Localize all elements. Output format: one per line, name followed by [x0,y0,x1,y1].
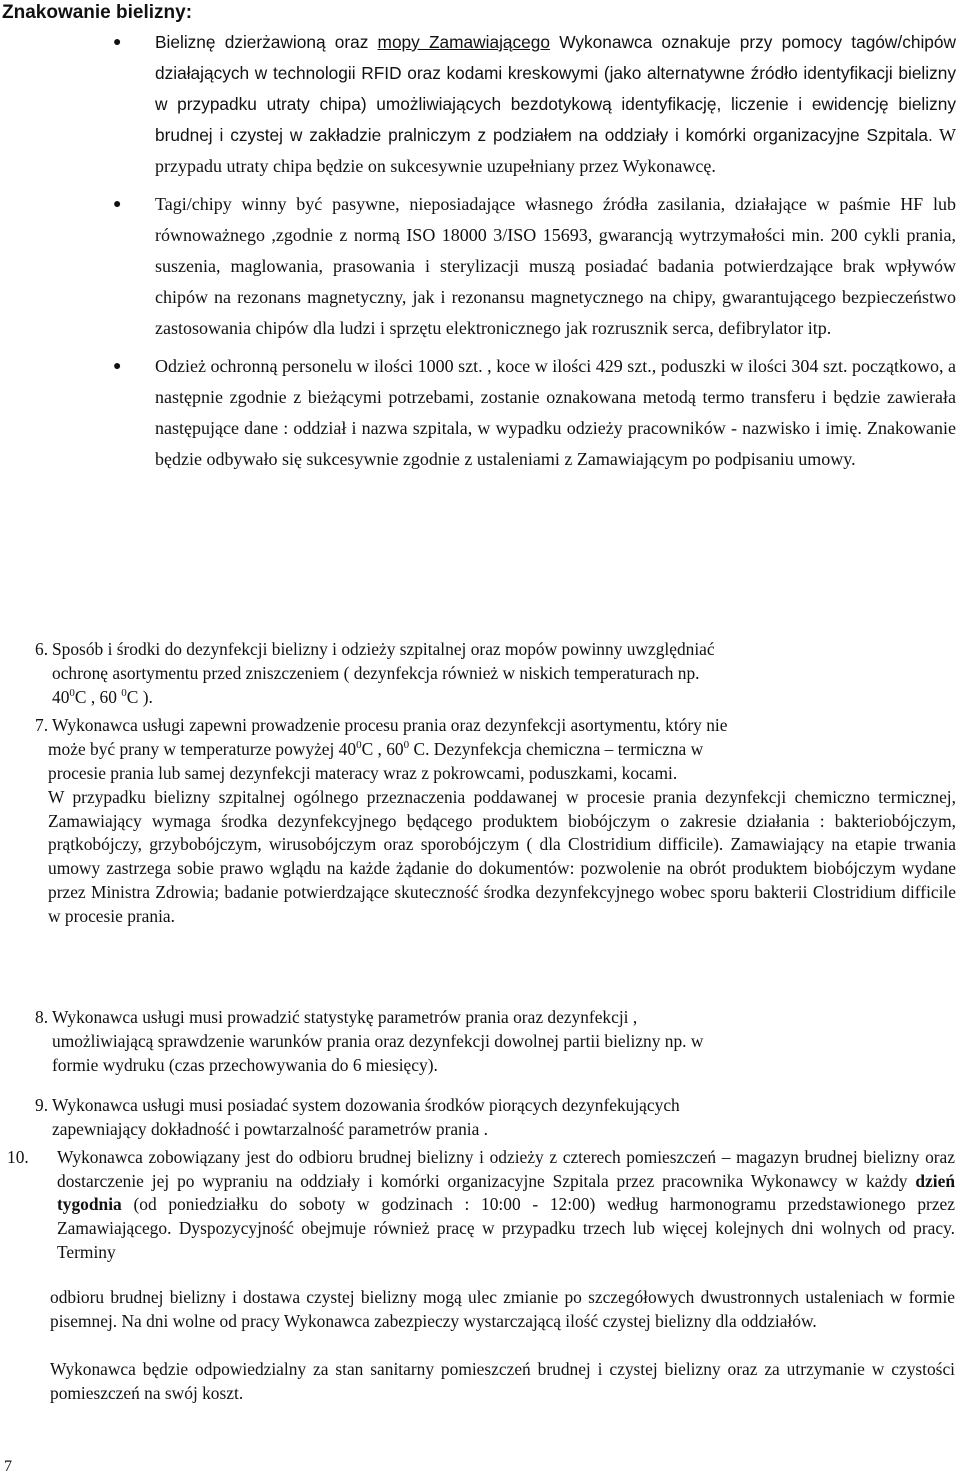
item-text: Wykonawca usługi musi prowadzić statystykę parametrów prania oraz dezynfekcji , [52,1007,638,1027]
list-item-10 [0,1146,960,1446]
item-paragraph: Wykonawca będzie odpowiedzialny za stan sanitarny pomieszczeń brudnej i czystej bielizny oraz za utrzymanie w czystości pomieszczeń na swój koszt. [50,1359,955,1403]
page-number: 7 [4,1458,12,1475]
list-item-8 [0,1006,960,1094]
item-text: zapewniający dokładność i powtarzalność parametrów prania . [52,1119,489,1139]
bullet-icon: ● [113,197,122,212]
item-number: 7. [35,715,49,735]
item-text: umożliwiającą sprawdzenie warunków prania oraz dezynfekcji dowolnej partii bielizny np. w [52,1031,704,1051]
bullet-text-cont: W przypadu utraty chipa będzie on sukcesywnie uzupełniany przez Wykonawcę. [155,125,956,176]
bullet-item-tags [113,189,956,344]
item-number: 10. [7,1147,29,1167]
bullet-text: Bieliznę dzierżawioną oraz mopy Zamawiającego Wykonawca oznakuje przy pomocy tagów/chipów działających w technologii RFID oraz kodami kreskowymi (jako alternatywne źródło identyfikacji bielizny w przypadku utraty chipa) umożliwiających bezdotykową identyfikację, liczenie i ewidencję bielizny brudnej i czystej w zakładzie pralniczym z podziałem na oddziały i komórki organizacyjne Szpitala. [155,32,956,145]
link-mopy[interactable]: mopy Zamawiającego [377,32,551,52]
item-paragraph: Wykonawca zobowiązany jest do odbioru brudnej bielizny i odzieży z czterech pomieszczeń – magazyn brudnej bielizny oraz dostarczenie jej po wypraniu na oddziały i komórki organizacyjne Szpitala przez pracownika Wykonawcy w każdy dzień tygodnia (od poniedziałku do soboty w godzinach : 10:00 - 12:00) według harmonogramu przedstawionego przez Zamawiającego. Dyspozycyjność obejmuje również pracę w przypadku trzech lub więcej kolejnych dni wolnych od pracy. Terminy [57,1147,955,1262]
item-text: Wykonawca usługi zapewni prowadzenie procesu prania oraz dezynfekcji asortymentu, który nie [52,715,728,735]
section-title: Znakowanie bielizny: [2,2,193,23]
bullet-text: Tagi/chipy winny być pasywne, nieposiadające własnego źródła zasilania, działające w paśmie HF lub równoważnego ,zgodnie z normą ISO 18000 3/ISO 15693, gwarancją wytrzymałości min. 200 cykli prania, suszenia, maglowania, prasowania i sterylizacji muszą posiadać badania potwierdzające brak wpływów chipów na rezonans magnetyczny, jak i rezonansu magnetycznego na chipy, gwarantującego bezpieczeństwo zastosowania chipów dla ludzi i sprzętu elektronicznego jak rozrusznik serca, defibrylator itp. [155,194,956,338]
item-text: ochronę asortymentu przed zniszczeniem ( dezynfekcja również w niskich temperaturach np. [52,663,700,683]
list-item-6 [0,638,960,709]
item-number: 8. [35,1007,49,1027]
item-number: 9. [35,1095,49,1115]
bullet-item-clothing [113,351,956,475]
item-paragraph: W przypadku bielizny szpitalnej ogólnego przeznaczenia poddawanej w procesie prania dezynfekcji chemiczno termicznej, Zamawiający wymaga środka dezynfekcyjnego będącego produktem biobójczym o zakresie działania : bakteriobójczym, prątkobójczy, grzybobójczym, wirusobójczym oraz sporobójczym ( dla Clostridium difficile). Zamawiający na etapie trwania umowy zastrzega sobie prawo wglądu na każde żądanie do dokumentów: pozwolenie na obrót produktem biobójczym wydane przez Ministra Zdrowia; badanie potwierdzające skuteczność środka dezynfekcyjnego wobec sporu bakterii Clostridium difficile w procesie prania. [48,787,956,926]
item-text: formie wydruku (czas przechowywania do 6 miesięcy). [52,1055,438,1075]
bullet-item-rfid [113,27,956,182]
list-item-7 [0,709,960,1006]
item-number: 6. [35,639,49,659]
item-text: Sposób i środki do dezynfekcji bielizny i odzieży szpitalnej oraz mopów powinny uwzględniać [52,639,715,659]
list-item-9 [0,1094,960,1146]
item-text: $40^0C$ , 60 $^0$C ). [52,687,153,707]
bullet-icon: ● [113,35,122,50]
bold-text: dzień tygodnia [57,1170,955,1215]
item-text: procesie prania lub samej dezynfekcji materacy wraz z pokrowcami, poduszkami, kocami. [48,763,678,783]
numbered-list [0,638,960,1446]
item-paragraph: odbioru brudnej bielizny i dostawa czystej bielizny mogą ulec zmianie po szczegółowych dwustronnych ustaleniach w formie pisemnej. Na dni wolne od pracy Wykonawca zabezpieczy wystarczającą ilość czystej bielizny dla oddziałów. [50,1287,955,1331]
bullet-icon: ● [113,359,122,374]
bullet-text: Odzież ochronną personelu w ilości 1000 szt. , koce w ilości 429 szt., poduszki w ilości 304 szt. początkowo, a następnie zgodnie z bieżącymi potrzebami, zostanie oznakowana metodą termo transferu i będzie zawierała następujące dane : oddział i nazwa szpitala, w wypadku odzieży pracowników - nazwisko i imię. Znakowanie będzie odbywało się sukcesywnie zgodnie z ustaleniami z Zamawiającym po podpisaniu umowy. [155,356,956,469]
item-text: Wykonawca usługi musi posiadać system dozowania środków piorących dezynfekujących [52,1095,680,1115]
bullet-list [0,27,960,482]
item-text: może być prany w temperaturze powyżej $40^0C$ , $60^0$ C. Dezynfekcja chemiczna – termiczna w [48,739,704,759]
